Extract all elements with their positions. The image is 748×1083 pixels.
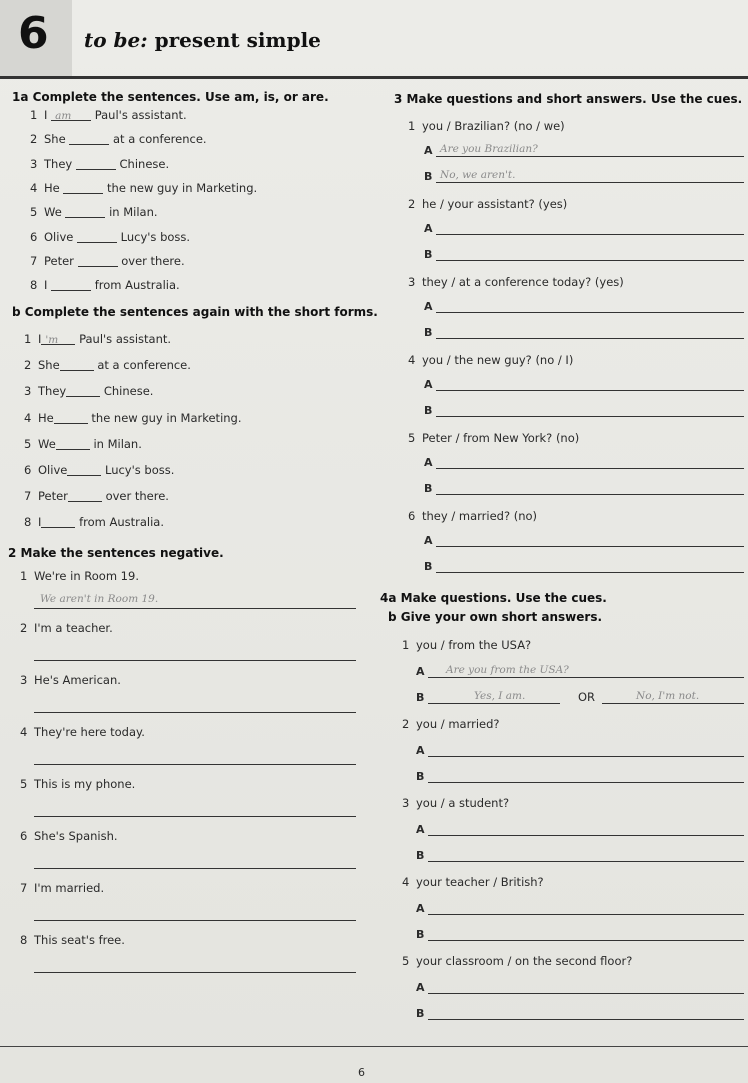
answer-label-a: A: [416, 902, 425, 915]
answer-line-a[interactable]: [436, 222, 744, 235]
answer-fill: [41, 517, 45, 529]
ex1a-item: [30, 108, 187, 122]
answer-label-b: B: [416, 849, 425, 862]
answer-label-a: A: [424, 456, 433, 469]
answer-label-b: B: [424, 248, 433, 261]
answer-label-a: A: [424, 534, 433, 547]
item-number: 6: [408, 509, 416, 523]
item-cue: you / a student?: [416, 796, 510, 810]
answer-line-b[interactable]: [436, 248, 744, 261]
item-subject: I: [38, 515, 42, 530]
ex2-item: [20, 777, 135, 791]
answer-label-a: A: [424, 144, 433, 157]
footer-rule: [0, 1046, 748, 1047]
answer-label-b: B: [424, 404, 433, 417]
answer-fill: Yes, I am.: [474, 690, 526, 702]
item-number: 6: [20, 829, 28, 843]
item-hint: (no): [555, 431, 580, 445]
item-rest: from Australia.: [94, 278, 180, 293]
item-number: 5: [20, 777, 28, 791]
unit-title-grammar: to be:: [84, 28, 148, 52]
ex1b-title: b Complete the sentences again with the short forms.: [12, 305, 378, 319]
item-subject: Peter: [38, 489, 68, 504]
item-number: 4: [30, 180, 38, 195]
item-subject: She: [44, 132, 66, 147]
answer-fill: [69, 134, 73, 146]
item-subject: He: [44, 180, 60, 195]
item-rest: over there.: [105, 489, 169, 504]
answer-line-a[interactable]: [428, 823, 744, 836]
item-rest: Chinese.: [119, 156, 170, 171]
ex4-item: [402, 796, 509, 810]
ex4b-title: b Give your own short answers.: [388, 610, 603, 624]
item-number: 3: [20, 673, 28, 687]
item-rest: in Milan.: [93, 436, 142, 451]
item-subject: Olive: [38, 463, 68, 477]
answer-blank[interactable]: [65, 205, 105, 218]
item-sentence: This seat's free.: [34, 933, 125, 947]
item-rest: Paul's assistant.: [94, 108, 187, 122]
answer-line-b[interactable]: [436, 326, 744, 339]
ex3-item: [408, 509, 537, 523]
answer-fill: [51, 280, 55, 292]
answer-label-b: B: [416, 1007, 425, 1020]
item-sentence: I'm married.: [34, 881, 105, 895]
answer-blank[interactable]: [68, 489, 102, 502]
unit-title: [84, 28, 321, 52]
answer-fill: am: [55, 110, 72, 122]
answer-blank[interactable]: [77, 230, 117, 243]
ex1b-item: [24, 384, 153, 398]
item-subject: Peter: [44, 253, 74, 268]
item-sentence: We're in Room 19.: [34, 569, 139, 583]
answer-fill: [76, 159, 80, 171]
item-number: 5: [24, 436, 32, 451]
item-rest: the new guy in Marketing.: [91, 410, 242, 425]
answer-fill: [77, 232, 81, 244]
ex4-item: [402, 875, 544, 889]
item-cue: you / the new guy?: [422, 353, 532, 367]
answer-line[interactable]: [34, 608, 356, 609]
answer-label-a: A: [416, 744, 425, 757]
item-cue: they / at a conference today?: [422, 275, 592, 289]
item-hint: (yes): [594, 275, 624, 289]
answer-blank[interactable]: [63, 181, 103, 194]
item-number: 3: [408, 275, 416, 289]
answer-line-b[interactable]: [428, 928, 744, 941]
item-sentence: I'm a teacher.: [34, 621, 113, 635]
answer-line-b[interactable]: [436, 482, 744, 495]
ex1a-item: [30, 205, 158, 219]
item-number: 7: [20, 881, 28, 895]
answer-fill: Are you Brazilian?: [440, 143, 538, 155]
answer-fill: We aren't in Room 19.: [40, 593, 159, 605]
answer-label-a: A: [424, 222, 433, 235]
item-number: 5: [402, 954, 410, 968]
item-cue: he / your assistant?: [422, 197, 535, 211]
item-rest: at a conference.: [97, 358, 191, 373]
answer-line-b[interactable]: [436, 404, 744, 417]
item-number: 1: [30, 108, 38, 122]
item-sentence: They're here today.: [34, 725, 145, 739]
answer-label-b: B: [424, 326, 433, 339]
answer-line[interactable]: [34, 764, 356, 765]
item-hint: (yes): [538, 197, 568, 211]
answer-fill: [63, 183, 67, 195]
item-hint: (no): [513, 509, 538, 523]
ex3-item: [408, 431, 579, 445]
answer-label-b: B: [424, 482, 433, 495]
item-number: 2: [30, 132, 38, 147]
ex2-item: [20, 933, 125, 947]
item-number: 1: [20, 569, 28, 583]
header-rule: [0, 76, 748, 79]
item-number: 7: [24, 489, 32, 504]
ex1b-item: [24, 489, 169, 503]
answer-blank[interactable]: [41, 515, 75, 528]
ex1a-item: [30, 278, 180, 292]
item-rest: over there.: [121, 253, 185, 268]
item-sentence: She's Spanish.: [34, 829, 118, 843]
answer-line-a[interactable]: [428, 902, 744, 915]
item-number: 5: [30, 205, 38, 220]
ex2-item: [20, 621, 113, 635]
item-number: 2: [408, 197, 416, 211]
item-rest: at a conference.: [112, 132, 207, 147]
answer-blank[interactable]: [51, 108, 91, 121]
item-rest: in Milan.: [109, 205, 158, 220]
answer-line-a[interactable]: [436, 534, 744, 547]
item-number: 7: [30, 253, 38, 268]
item-rest: Chinese.: [103, 384, 154, 399]
item-number: 1: [408, 119, 416, 133]
answer-blank[interactable]: [67, 463, 101, 476]
answer-line-a[interactable]: [436, 456, 744, 469]
item-number: 4: [408, 353, 416, 367]
item-rest: Lucy's boss.: [104, 463, 175, 477]
item-cue: they / married?: [422, 509, 511, 523]
ex4a-title: 4a Make questions. Use the cues.: [380, 591, 607, 605]
answer-blank[interactable]: [41, 332, 75, 345]
answer-label-a: A: [416, 665, 425, 678]
answer-label-b: B: [424, 560, 433, 573]
answer-fill-alt: No, I'm not.: [636, 690, 700, 702]
ex1b-item: [24, 411, 242, 425]
ex3-item: [408, 197, 567, 211]
item-subject: She: [38, 358, 60, 373]
answer-line[interactable]: [34, 972, 356, 973]
answer-blank[interactable]: [54, 411, 88, 424]
item-subject: I: [44, 278, 48, 293]
answer-fill: 'm: [45, 334, 59, 346]
answer-label-a: A: [424, 300, 433, 313]
answer-label-b: B: [416, 770, 425, 783]
page-number: 6: [358, 1066, 365, 1079]
answer-blank[interactable]: [60, 358, 94, 371]
item-number: 4: [20, 725, 28, 739]
item-rest: the new guy in Marketing.: [107, 180, 258, 195]
item-number: 3: [402, 796, 410, 810]
ex1b-item: [24, 358, 191, 372]
ex1a-title: 1a Complete the sentences. Use am, is, or are.: [12, 90, 329, 104]
item-number: 8: [20, 933, 28, 947]
item-number: 6: [24, 463, 32, 477]
ex2-item: [20, 673, 121, 687]
answer-fill: [65, 207, 69, 219]
answer-line-b[interactable]: [428, 849, 744, 862]
ex1b-item: [24, 463, 174, 477]
item-number: 1: [24, 332, 32, 346]
answer-line-b[interactable]: [428, 770, 744, 783]
item-number: 2: [402, 717, 410, 731]
ex4-item: [402, 717, 500, 731]
item-subject: I: [38, 332, 42, 346]
answer-line[interactable]: [34, 712, 356, 713]
ex1a-item: [30, 132, 207, 146]
item-number: 4: [24, 410, 32, 425]
ex1b-item: [24, 515, 164, 529]
answer-label-a: A: [416, 981, 425, 994]
item-number: 2: [24, 358, 32, 373]
item-subject: I: [44, 108, 48, 122]
answer-fill: [60, 360, 64, 372]
answer-blank[interactable]: [66, 384, 100, 397]
item-number: 3: [24, 384, 32, 399]
answer-line-b[interactable]: [436, 560, 744, 573]
answer-fill: [54, 413, 58, 425]
answer-line-a[interactable]: [428, 981, 744, 994]
item-number: 6: [30, 229, 38, 244]
item-number: 3: [30, 156, 38, 171]
item-hint: (no / I): [535, 353, 574, 367]
item-rest: Lucy's boss.: [120, 229, 191, 244]
answer-fill: [68, 491, 72, 503]
item-subject: He: [38, 410, 54, 425]
answer-label-a: A: [416, 823, 425, 836]
item-cue: your teacher / British?: [416, 875, 544, 889]
ex1a-item: [30, 181, 257, 195]
ex2-item: [20, 829, 118, 843]
ex2-item: [20, 569, 139, 583]
answer-fill: [56, 439, 60, 451]
ex4-item: [402, 954, 632, 968]
answer-fill: [66, 386, 70, 398]
ex1b-item: [24, 332, 171, 346]
or-label: OR: [578, 690, 596, 704]
answer-label-b: B: [424, 170, 433, 183]
item-number: 1: [402, 638, 410, 652]
item-cue: you / married?: [416, 717, 500, 731]
answer-label-b: B: [416, 691, 425, 704]
answer-fill: Are you from the USA?: [446, 664, 569, 676]
item-cue: Peter / from New York?: [422, 431, 553, 445]
answer-blank[interactable]: [76, 157, 116, 170]
item-hint: (no / we): [513, 119, 565, 133]
ex2-item: [20, 725, 145, 739]
ex4-item: [402, 638, 531, 652]
answer-fill: No, we aren't.: [440, 169, 516, 181]
answer-label-a: A: [424, 378, 433, 391]
ex1a-item: [30, 230, 190, 244]
item-cue: you / from the USA?: [416, 638, 532, 652]
item-number: 2: [20, 621, 28, 635]
item-subject: They: [44, 156, 73, 171]
item-subject: We: [38, 436, 56, 451]
answer-fill: [78, 256, 82, 268]
item-subject: We: [44, 205, 62, 220]
item-subject: Olive: [44, 229, 74, 244]
answer-line[interactable]: [34, 868, 356, 869]
answer-blank[interactable]: [56, 437, 90, 450]
ex2-title: 2 Make the sentences negative.: [8, 546, 224, 560]
answer-fill: [67, 465, 71, 477]
ex2-item: [20, 881, 104, 895]
unit-header: [0, 0, 748, 80]
answer-line[interactable]: [34, 920, 356, 921]
answer-label-b: B: [416, 928, 425, 941]
ex3-item: [408, 275, 624, 289]
unit-title-rest: present simple: [147, 28, 321, 52]
item-number: 5: [408, 431, 416, 445]
ex3-title: 3 Make questions and short answers. Use the cues.: [394, 92, 743, 106]
unit-number: 6: [18, 8, 49, 59]
item-number: 8: [24, 515, 32, 530]
answer-line[interactable]: [34, 816, 356, 817]
ex3-item: [408, 353, 573, 367]
item-subject: They: [38, 384, 67, 399]
ex1a-item: [30, 157, 169, 171]
item-rest: from Australia.: [79, 515, 165, 530]
answer-line-a[interactable]: [428, 744, 744, 757]
ex1b-item: [24, 437, 142, 451]
item-sentence: This is my phone.: [34, 777, 136, 791]
item-rest: Paul's assistant.: [79, 332, 172, 346]
answer-line-a[interactable]: [436, 300, 744, 313]
item-sentence: He's American.: [34, 673, 121, 687]
answer-blank[interactable]: [78, 254, 118, 267]
ex1a-item: [30, 254, 185, 268]
item-number: 4: [402, 875, 410, 889]
item-number: 8: [30, 278, 38, 293]
answer-blank[interactable]: [51, 278, 91, 291]
answer-line[interactable]: [34, 660, 356, 661]
answer-line-b[interactable]: [428, 1007, 744, 1020]
unit-number-box: [0, 0, 72, 78]
ex3-item: [408, 119, 565, 133]
item-cue: your classroom / on the second floor?: [416, 954, 633, 968]
item-cue: you / Brazilian?: [422, 119, 511, 133]
answer-blank[interactable]: [69, 132, 109, 145]
answer-line-a[interactable]: [436, 378, 744, 391]
